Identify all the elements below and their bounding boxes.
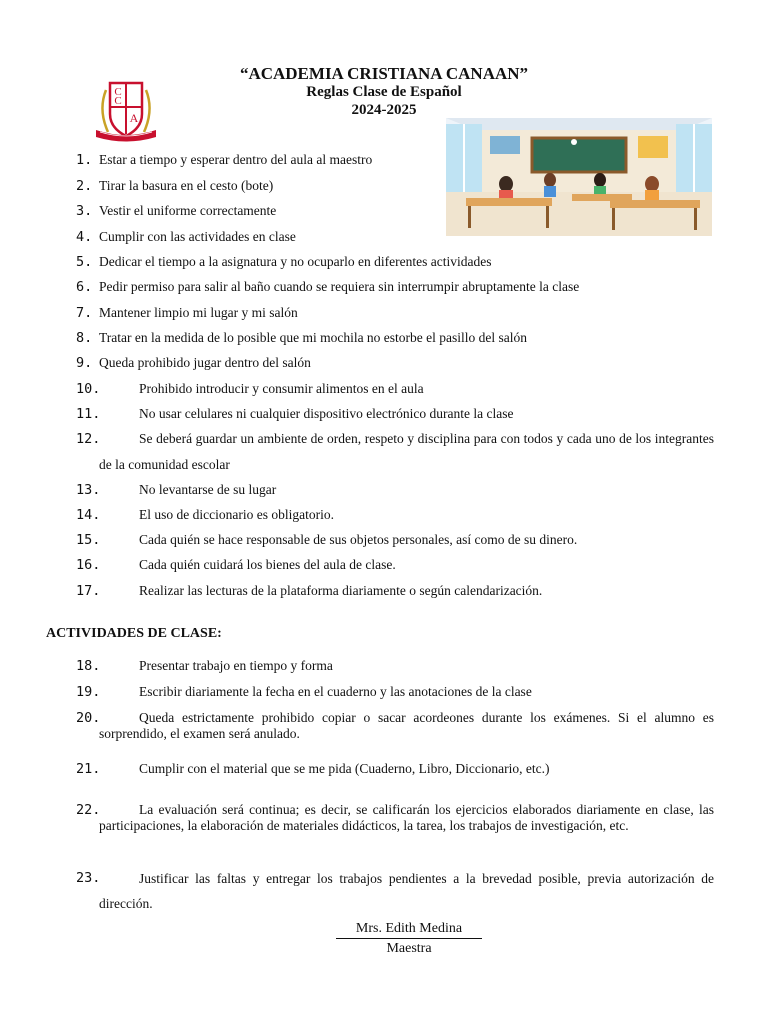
item-number: 22. (76, 802, 101, 818)
item-number: 1. (76, 152, 93, 168)
item-text: Vestir el uniforme correctamente (99, 203, 277, 218)
item-number: 2. (76, 178, 93, 194)
teacher-role: Maestra (386, 941, 432, 956)
item-text: Cumplir con las actividades en clase (99, 229, 296, 244)
item-number: 15. (76, 532, 101, 548)
item-number: 9. (76, 355, 93, 371)
crest-letter-a: A (129, 111, 139, 125)
item-number: 21. (76, 761, 101, 777)
item-number: 11. (76, 406, 101, 422)
item-number: 7. (76, 305, 93, 321)
item-text: Realizar las lecturas de la plataforma diariamente o según calendarización. (139, 583, 543, 598)
item-number: 23. (76, 870, 101, 886)
item-text: Estar a tiempo y esperar dentro del aula al maestro (99, 152, 373, 167)
school-year: 2024-2025 (351, 102, 417, 118)
item-number: 16. (76, 557, 101, 573)
item-text: Cada quién se hace responsable de sus objetos personales, así como de su dinero. (139, 532, 578, 547)
item-text: Tirar la basura en el cesto (bote) (99, 178, 274, 193)
item-number: 14. (76, 507, 101, 523)
item-number: 18. (76, 658, 101, 674)
item-number: 5. (76, 254, 93, 270)
crest-letter-c1: C (114, 86, 122, 98)
item-text: Justificar las faltas y entregar los trabajos pendientes a la brevedad posible, previa autorización de dirección. (99, 871, 714, 911)
item-text: No levantarse de su lugar (139, 482, 277, 497)
document-title: Reglas Clase de Español (306, 84, 462, 100)
item-text: Dedicar el tiempo a la asignatura y no ocuparlo en diferentes actividades (99, 254, 492, 269)
section-heading: ACTIVIDADES DE CLASE: (46, 626, 222, 641)
item-text: Queda estrictamente prohibido copiar o sacar acordeones durante los exámenes. Si el alumno es sorprendido, el examen será anulado. (99, 710, 714, 741)
crest-letter-c2: C (114, 95, 122, 107)
item-text: Tratar en la medida de lo posible que mi mochila no estorbe el pasillo del salón (99, 330, 528, 345)
signature-block (336, 921, 482, 957)
item-text: Mantener limpio mi lugar y mi salón (99, 305, 298, 320)
item-number: 8. (76, 330, 93, 346)
item-number: 19. (76, 684, 101, 700)
item-number: 4. (76, 229, 93, 245)
item-number: 20. (76, 710, 101, 726)
item-number: 13. (76, 482, 101, 498)
item-number: 6. (76, 279, 93, 295)
teacher-name: Mrs. Edith Medina (336, 921, 482, 939)
item-text: Queda prohibido jugar dentro del salón (99, 355, 311, 370)
item-number: 10. (76, 381, 101, 397)
item-text: El uso de diccionario es obligatorio. (139, 507, 334, 522)
item-number: 12. (76, 431, 101, 447)
item-text: Se deberá guardar un ambiente de orden, respeto y disciplina para con todos y cada uno de los integrantes de la comunidad escolar (99, 431, 714, 472)
item-number: 17. (76, 583, 101, 599)
item-text: Presentar trabajo en tiempo y forma (139, 658, 333, 673)
item-text: Pedir permiso para salir al baño cuando se requiera sin interrumpir abruptamente la clase (99, 279, 580, 294)
item-text: Escribir diariamente la fecha en el cuaderno y las anotaciones de la clase (139, 684, 532, 699)
item-number: 3. (76, 203, 93, 219)
item-text: No usar celulares ni cualquier dispositivo electrónico durante la clase (139, 406, 514, 421)
item-text: La evaluación será continua; es decir, se calificarán los ejercicios elaborados diariamente en clase, las participaciones, la elaboración de materiales didácticos, la tarea, los trabajos de investigación, etc. (99, 802, 714, 833)
item-text: Cada quién cuidará los bienes del aula de clase. (139, 557, 396, 572)
item-text: Cumplir con el material que se me pida (Cuaderno, Libro, Diccionario, etc.) (139, 761, 550, 776)
school-name: “ACADEMIA CRISTIANA CANAAN” (239, 64, 529, 83)
item-text: Prohibido introducir y consumir alimentos en el aula (139, 381, 424, 396)
